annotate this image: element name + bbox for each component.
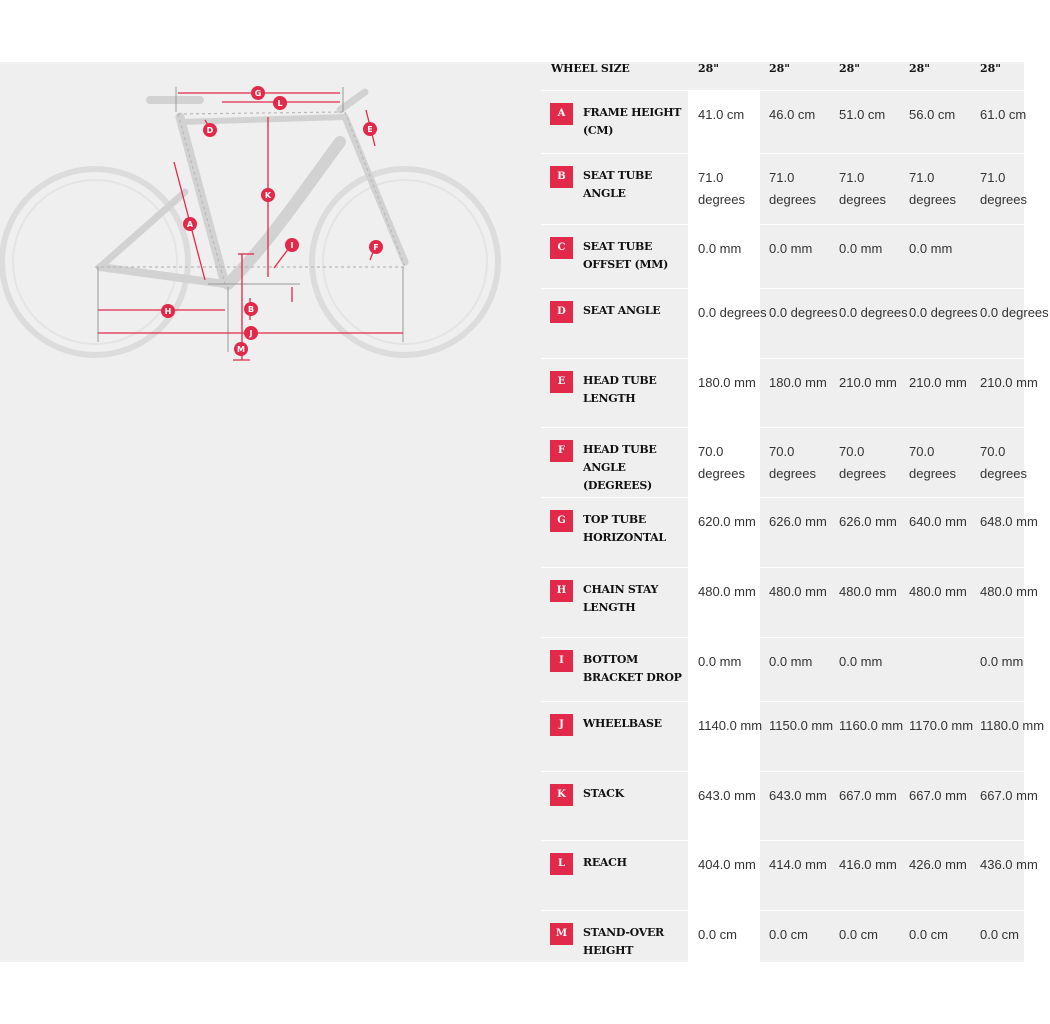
- row-label: SEAT TUBE OFFSET (MM): [583, 240, 669, 271]
- table-cell: 1170.0 mm: [909, 718, 974, 733]
- table-cell: 210.0 mm: [909, 375, 967, 390]
- table-cell: 210.0 mm: [839, 375, 897, 390]
- table-cell: 480.0 mm: [980, 584, 1038, 599]
- table-cell: 0.0 degrees: [698, 305, 767, 320]
- table-cell: 1160.0 mm: [839, 718, 904, 733]
- table-cell: 0.0 degrees: [839, 305, 908, 320]
- table-cell: 404.0 mm: [698, 857, 756, 872]
- table-cell: 0.0 cm: [698, 927, 738, 942]
- row-key-badge: A: [550, 103, 573, 125]
- table-row: [541, 153, 1027, 225]
- svg-text:D: D: [206, 126, 214, 135]
- geometry-panel: [0, 62, 1049, 962]
- marker-d: [203, 123, 217, 137]
- bike-geometry-diagram: [0, 62, 540, 382]
- table-cell: 71.0 degrees: [980, 170, 1027, 207]
- marker-layer: [0, 62, 540, 382]
- table-cell: 0.0 mm: [769, 654, 813, 669]
- table-cell: 480.0 mm: [698, 584, 756, 599]
- table-cell: 626.0 mm: [839, 514, 897, 529]
- row-label: WHEELBASE: [583, 717, 662, 730]
- svg-text:J: J: [249, 329, 253, 338]
- table-cell: 70.0 degrees: [980, 444, 1027, 481]
- svg-text:A: A: [186, 220, 194, 229]
- row-key-badge: G: [550, 510, 573, 532]
- table-row: [541, 771, 1038, 841]
- table-cell: 640.0 mm: [909, 514, 967, 529]
- svg-text:G: G: [254, 89, 262, 98]
- table-row: [541, 358, 1038, 428]
- wheel-size-col-5: 28": [980, 62, 1002, 75]
- table-cell: 1150.0 mm: [769, 718, 834, 733]
- table-cell: 0.0 cm: [769, 927, 809, 942]
- row-label: SEAT ANGLE: [583, 304, 661, 317]
- row-label: HEAD TUBE LENGTH: [583, 374, 657, 405]
- wheel-size-col-3: 28": [839, 62, 861, 75]
- table-row: [541, 567, 1038, 638]
- table-cell: 70.0 degrees: [769, 444, 816, 481]
- table-cell: 0.0 mm: [698, 241, 742, 256]
- wheel-size-col-2: 28": [769, 62, 791, 75]
- row-label: FRAME HEIGHT (CM): [583, 106, 682, 137]
- table-cell: 0.0 mm: [839, 241, 883, 256]
- wheel-size-col-4: 28": [909, 62, 931, 75]
- row-label: CHAIN STAY LENGTH: [583, 583, 659, 614]
- table-cell: 56.0 cm: [909, 107, 956, 122]
- table-cell: 210.0 mm: [980, 375, 1038, 390]
- svg-text:L: L: [277, 99, 283, 108]
- table-cell: 480.0 mm: [909, 584, 967, 599]
- table-cell: 41.0 cm: [698, 107, 745, 122]
- svg-text:I: I: [290, 241, 294, 250]
- row-label: TOP TUBE HORIZONTAL: [583, 513, 666, 544]
- table-cell: 0.0 cm: [839, 927, 879, 942]
- marker-m: [234, 342, 248, 356]
- table-cell: 648.0 mm: [980, 514, 1038, 529]
- wheel-size-col-1: 28": [698, 62, 720, 75]
- table-cell: 1140.0 mm: [698, 718, 763, 733]
- row-label: STAND-OVER HEIGHT: [583, 926, 664, 957]
- row-key-badge: I: [550, 650, 573, 672]
- table-cell: 0.0 mm: [839, 654, 883, 669]
- table-cell: 1180.0 mm: [980, 718, 1045, 733]
- table-cell: 0.0 cm: [980, 927, 1020, 942]
- table-cell: 61.0 cm: [980, 107, 1027, 122]
- row-label: SEAT TUBE ANGLE: [583, 169, 653, 200]
- table-cell: 71.0 degrees: [909, 170, 956, 207]
- row-key-badge: D: [550, 301, 573, 323]
- svg-text:B: B: [247, 305, 255, 314]
- table-row: [541, 427, 1027, 498]
- table-cell: 0.0 degrees: [909, 305, 978, 320]
- table-row: [541, 701, 1045, 772]
- table-row: [541, 637, 1024, 702]
- row-label: HEAD TUBE ANGLE (DEGREES): [583, 443, 657, 492]
- marker-k: [261, 188, 275, 202]
- table-row: [541, 90, 1027, 154]
- table-cell: 426.0 mm: [909, 857, 967, 872]
- table-cell: 0.0 degrees: [980, 305, 1049, 320]
- table-cell: 71.0 degrees: [698, 170, 745, 207]
- table-cell: 0.0 mm: [980, 654, 1024, 669]
- table-cell: 667.0 mm: [909, 788, 967, 803]
- table-cell: 643.0 mm: [698, 788, 756, 803]
- table-cell: 0.0 cm: [909, 927, 949, 942]
- row-key-badge: K: [550, 784, 573, 806]
- table-cell: 480.0 mm: [769, 584, 827, 599]
- row-key-badge: C: [550, 237, 573, 259]
- svg-text:E: E: [367, 125, 373, 134]
- marker-f: [369, 240, 383, 254]
- table-cell: 626.0 mm: [769, 514, 827, 529]
- table-row: [541, 224, 1024, 289]
- row-key-badge: L: [550, 853, 573, 875]
- marker-g: [251, 86, 265, 100]
- table-cell: 70.0 degrees: [839, 444, 886, 481]
- table-cell: 643.0 mm: [769, 788, 827, 803]
- table-cell: 71.0 degrees: [769, 170, 816, 207]
- row-key-badge: M: [550, 923, 573, 945]
- row-key-badge: J: [550, 714, 573, 736]
- table-cell: 480.0 mm: [839, 584, 897, 599]
- marker-l: [273, 96, 287, 110]
- row-label: STACK: [583, 787, 624, 800]
- row-key-badge: F: [550, 440, 573, 462]
- svg-text:M: M: [237, 345, 245, 354]
- table-cell: 416.0 mm: [839, 857, 897, 872]
- svg-text:H: H: [164, 307, 172, 316]
- table-cell: 436.0 mm: [980, 857, 1038, 872]
- table-cell: 0.0 mm: [909, 241, 953, 256]
- row-key-badge: B: [550, 166, 573, 188]
- table-cell: 180.0 mm: [769, 375, 827, 390]
- table-row: [541, 910, 1024, 963]
- table-cell: 70.0 degrees: [698, 444, 745, 481]
- table-cell: 51.0 cm: [839, 107, 886, 122]
- table-cell: 0.0 mm: [698, 654, 742, 669]
- table-cell: 46.0 cm: [769, 107, 816, 122]
- table-row: [541, 288, 1049, 359]
- table-cell: 180.0 mm: [698, 375, 756, 390]
- table-cell: 414.0 mm: [769, 857, 827, 872]
- row-key-badge: H: [550, 580, 573, 602]
- marker-a: [183, 217, 197, 231]
- marker-e: [363, 122, 377, 136]
- wheel-size-header-row: [541, 62, 1024, 90]
- table-row: [541, 840, 1038, 911]
- marker-i: [285, 238, 299, 252]
- svg-text:K: K: [264, 191, 272, 200]
- row-label: BOTTOM BRACKET DROP: [583, 653, 682, 684]
- table-cell: 0.0 mm: [769, 241, 813, 256]
- row-key-badge: E: [550, 371, 573, 393]
- svg-text:F: F: [373, 243, 379, 252]
- table-cell: 70.0 degrees: [909, 444, 956, 481]
- table-cell: 667.0 mm: [980, 788, 1038, 803]
- table-cell: 71.0 degrees: [839, 170, 886, 207]
- table-row: [541, 497, 1038, 568]
- marker-j: [244, 326, 258, 340]
- table-cell: 667.0 mm: [839, 788, 897, 803]
- marker-b: [244, 302, 258, 316]
- row-label: REACH: [583, 856, 627, 869]
- wheel-size-label: WHEEL SIZE: [551, 62, 630, 75]
- marker-h: [161, 304, 175, 318]
- table-cell: 620.0 mm: [698, 514, 756, 529]
- table-cell: 0.0 degrees: [769, 305, 838, 320]
